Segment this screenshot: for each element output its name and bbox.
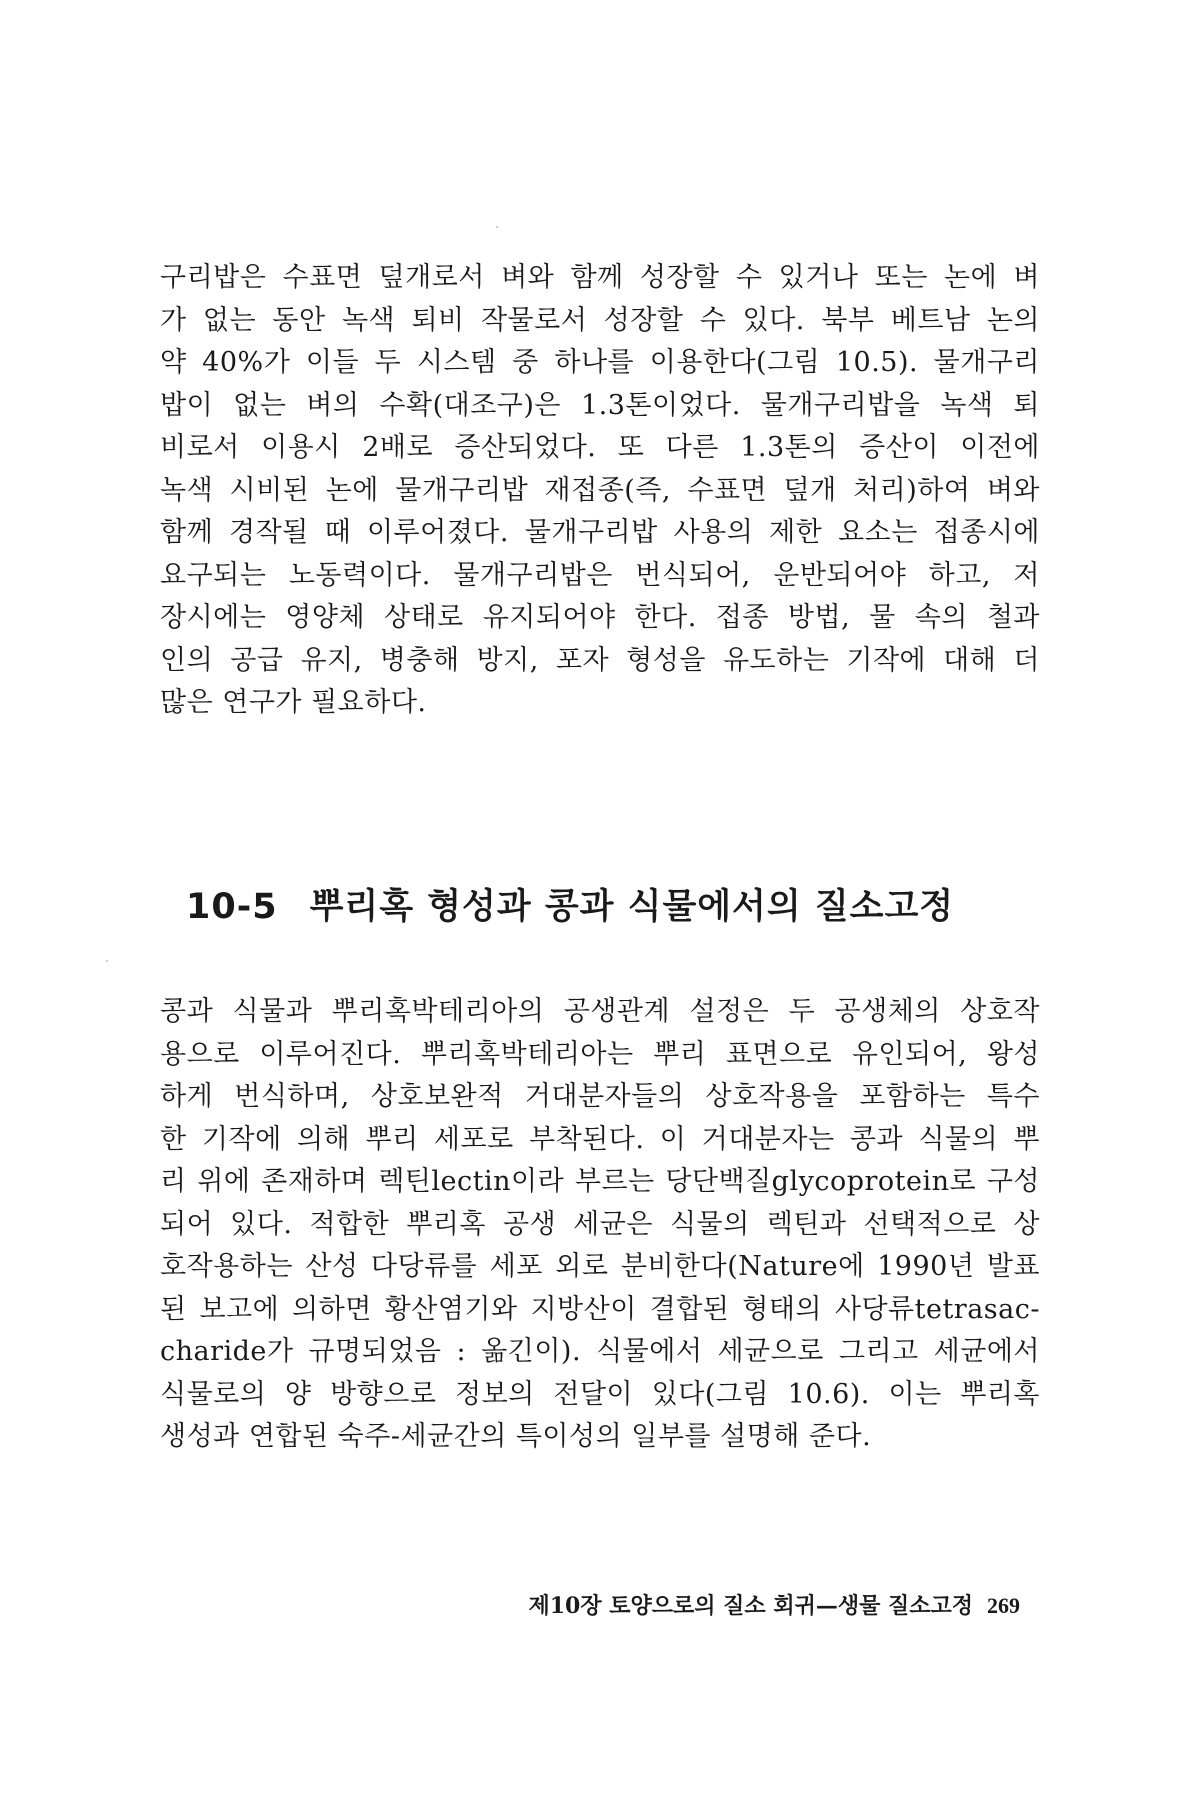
text-line: charide가 규명되었음 : 옮긴이). 식물에서 세균으로 그리고 세균에서 [160,1336,1040,1367]
text-line: 리 위에 존재하며 렉틴lectin이라 부르는 당단백질glycoprotein로 구성 [160,1166,1040,1197]
text-line: 비로서 이용시 2배로 증산되었다. 또 다른 1.3톤의 증산이 이전에 [160,432,1040,463]
text-line: 가 없는 동안 녹색 퇴비 작물로서 성장할 수 있다. 북부 베트남 논의 [160,304,1040,336]
text-line: 구리밥은 수표면 덮개로서 벼와 함께 성장할 수 있거나 또는 논에 벼 [160,262,1040,293]
page-number: 269 [987,1593,1020,1618]
text-line: 호작용하는 산성 다당류를 세포 외로 분비한다(Nature에 1990년 발표 [160,1251,1040,1282]
text-line: 장시에는 영양체 상태로 유지되어야 한다. 접종 방법, 물 속의 철과 [160,602,1040,633]
text-line: 약 40%가 이들 두 시스템 중 하나를 이용한다(그림 10.5). 물개구리 [160,347,1040,378]
text-line: 생성과 연합된 숙주-세균간의 특이성의 일부를 설명해 준다. [160,1421,872,1452]
scan-speck [106,960,108,962]
text-line: 함께 경작될 때 이루어졌다. 물개구리밥 사용의 제한 요소는 접종시에 [160,517,1040,548]
running-head: 제10장 토양으로의 질소 회귀—생물 질소고정 [528,1593,973,1619]
text-line: 된 보고에 의하면 황산염기와 지방산이 결합된 형태의 사당류tetrasac- [160,1293,1040,1325]
section-number: 10-5 [186,887,278,927]
text-line: 녹색 시비된 논에 물개구리밥 재접종(즉, 수표면 덮개 처리)하여 벼와 [160,474,1040,506]
text-line: 콩과 식물과 뿌리혹박테리아의 공생관계 설정은 두 공생체의 상호작 [160,996,1040,1027]
section-heading [186,882,954,932]
text-line: 요구되는 노동력이다. 물개구리밥은 번식되어, 운반되어야 하고, 저 [160,559,1040,591]
section-title: 뿌리혹 형성과 콩과 식물에서의 질소고정 [309,886,955,927]
text-line: 많은 연구가 필요하다. [160,687,427,718]
text-line: 밥이 없는 벼의 수확(대조구)은 1.3톤이었다. 물개구리밥을 녹색 퇴 [160,389,1040,421]
text-line: 식물로의 양 방향으로 정보의 전달이 있다(그림 10.6). 이는 뿌리혹 [160,1378,1040,1410]
paragraph-nodulation [160,992,1040,1462]
text-line: 한 기작에 의해 뿌리 세포로 부착된다. 이 거대분자는 콩과 식물의 뿌 [160,1123,1040,1155]
text-line: 되어 있다. 적합한 뿌리혹 공생 세균은 식물의 렉틴과 선택적으로 상 [160,1208,1040,1240]
text-line: 인의 공급 유지, 병충해 방지, 포자 형성을 유도하는 기작에 대해 더 [160,644,1040,676]
paragraph-nitrogen-azolla [160,258,1040,728]
text-line: 하게 번식하며, 상호보완적 거대분자들의 상호작용을 포함하는 특수 [160,1081,1040,1112]
running-footer [380,1590,1020,1622]
text-line: 용으로 이루어진다. 뿌리혹박테리아는 뿌리 표면으로 유인되어, 왕성 [160,1038,1040,1070]
scan-speck [496,226,498,228]
